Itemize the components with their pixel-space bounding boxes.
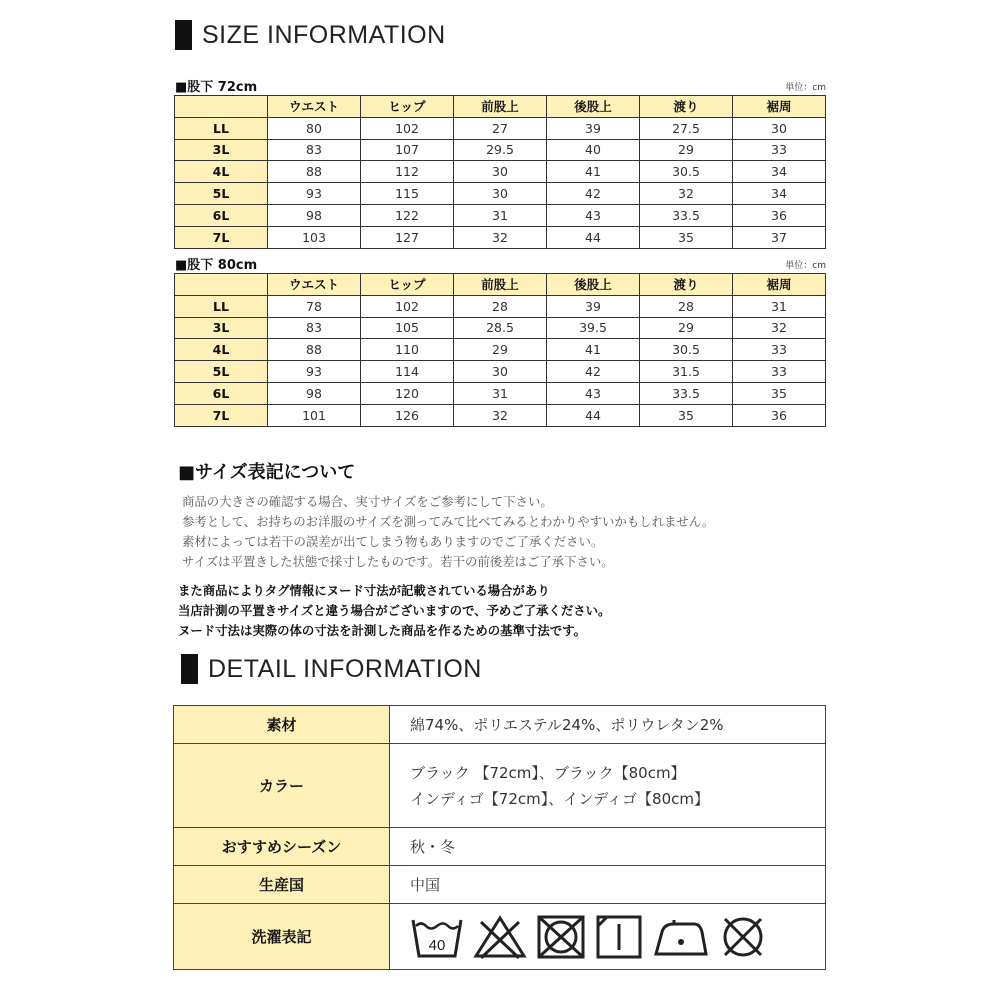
table-cell: 126 — [361, 404, 454, 426]
size-table-72 — [174, 95, 826, 249]
table-cell: 29.5 — [454, 139, 547, 161]
header-hem: 裾周 — [733, 96, 826, 118]
table-cell: 36 — [733, 204, 826, 226]
table-cell: 30.5 — [640, 339, 733, 361]
table-row — [175, 226, 826, 248]
header-hip: ヒップ — [361, 96, 454, 118]
header-corner — [175, 96, 268, 118]
season-label: おすすめシーズン — [174, 828, 390, 866]
table-row — [175, 317, 826, 339]
table-cell: 29 — [640, 139, 733, 161]
table-cell: 33 — [733, 139, 826, 161]
header-hip: ヒップ — [361, 274, 454, 296]
table-cell: 44 — [547, 404, 640, 426]
table-cell: 28 — [454, 295, 547, 317]
size-label: 7L — [175, 404, 268, 426]
table-row — [175, 117, 826, 139]
header-thigh: 渡り — [640, 96, 733, 118]
care-value — [390, 904, 826, 970]
detail-row-material — [174, 706, 826, 744]
table-cell: 35 — [640, 226, 733, 248]
season-value: 秋・冬 — [390, 828, 826, 866]
detail-row-color — [174, 744, 826, 828]
size-label: 6L — [175, 382, 268, 404]
table-cell: 31 — [733, 295, 826, 317]
table-cell: 27.5 — [640, 117, 733, 139]
detail-row-origin — [174, 866, 826, 904]
table-cell: 41 — [547, 339, 640, 361]
no-dry-clean-icon — [719, 914, 767, 960]
detail-row-care — [174, 904, 826, 970]
table-cell: 122 — [361, 204, 454, 226]
header-thigh: 渡り — [640, 274, 733, 296]
table-cell: 42 — [547, 183, 640, 205]
table-cell: 37 — [733, 226, 826, 248]
note-bold-line: ヌード寸法は実際の体の寸法を計測した商品を作るための基準寸法です。 — [178, 623, 586, 638]
table-cell: 29 — [640, 317, 733, 339]
note-bold-line: また商品によりタグ情報にヌード寸法が記載されている場合があり — [178, 583, 550, 598]
table-cell: 43 — [547, 382, 640, 404]
size-label: 3L — [175, 317, 268, 339]
table-row — [175, 404, 826, 426]
table-header-row — [175, 96, 826, 118]
care-label: 洗濯表記 — [174, 904, 390, 970]
color-value — [390, 744, 826, 828]
table-cell: 31 — [454, 204, 547, 226]
table-cell: 40 — [547, 139, 640, 161]
note-line: 商品の大きさの確認する場合、実寸サイズをご参考にして下さい。 — [182, 494, 553, 509]
table-cell: 27 — [454, 117, 547, 139]
table-cell: 28 — [640, 295, 733, 317]
table-cell: 105 — [361, 317, 454, 339]
size-label: 5L — [175, 183, 268, 205]
table-cell: 98 — [268, 204, 361, 226]
table-cell: 32 — [454, 226, 547, 248]
table-cell: 30.5 — [640, 161, 733, 183]
wash-40-icon — [410, 914, 464, 960]
table-cell: 30 — [454, 183, 547, 205]
size-label: LL — [175, 295, 268, 317]
table-cell: 33.5 — [640, 382, 733, 404]
table1-unit: 単位：cm — [785, 83, 826, 93]
line-dry-icon — [595, 914, 643, 960]
table-cell: 30 — [454, 161, 547, 183]
table-row — [175, 139, 826, 161]
color-label: カラー — [174, 744, 390, 828]
table-cell: 29 — [454, 339, 547, 361]
table-cell: 102 — [361, 117, 454, 139]
size-label: 7L — [175, 226, 268, 248]
size-section-title: SIZE INFORMATION — [202, 20, 446, 49]
table-cell: 35 — [733, 382, 826, 404]
color-line: インディゴ【72cm】、インディゴ【80cm】 — [410, 789, 709, 808]
table-cell: 31.5 — [640, 361, 733, 383]
heading-bar — [181, 654, 198, 684]
table-cell: 34 — [733, 183, 826, 205]
table-cell: 32 — [454, 404, 547, 426]
size-label: 5L — [175, 361, 268, 383]
table-cell: 110 — [361, 339, 454, 361]
table-cell: 83 — [268, 139, 361, 161]
table2-caption: ■股下 80cm — [175, 258, 258, 273]
material-value: 綿74%、ポリエステル24%、ポリウレタン2% — [390, 706, 826, 744]
table-cell: 31 — [454, 382, 547, 404]
table-cell: 39 — [547, 295, 640, 317]
no-bleach-icon — [473, 914, 527, 960]
table-cell: 88 — [268, 339, 361, 361]
table-cell: 30 — [454, 361, 547, 383]
header-front-rise: 前股上 — [454, 96, 547, 118]
header-back-rise: 後股上 — [547, 96, 640, 118]
table-cell: 32 — [640, 183, 733, 205]
header-corner — [175, 274, 268, 296]
table-cell: 33.5 — [640, 204, 733, 226]
header-front-rise: 前股上 — [454, 274, 547, 296]
table-row — [175, 204, 826, 226]
detail-section-heading — [181, 654, 482, 684]
table-cell: 34 — [733, 161, 826, 183]
table-cell: 127 — [361, 226, 454, 248]
table-row — [175, 339, 826, 361]
header-back-rise: 後股上 — [547, 274, 640, 296]
size-label: 4L — [175, 339, 268, 361]
note-line: サイズは平置きした状態で採寸したものです。若干の前後差はご了承下さい。 — [182, 554, 614, 569]
table-cell: 32 — [733, 317, 826, 339]
table2-unit: 単位：cm — [785, 261, 826, 271]
table-cell: 39 — [547, 117, 640, 139]
table-cell: 112 — [361, 161, 454, 183]
table-row — [175, 183, 826, 205]
detail-section-title: DETAIL INFORMATION — [208, 654, 482, 683]
table-cell: 39.5 — [547, 317, 640, 339]
header-waist: ウエスト — [268, 274, 361, 296]
table-cell: 101 — [268, 404, 361, 426]
size-table-80 — [174, 273, 826, 427]
header-hem: 裾周 — [733, 274, 826, 296]
table-cell: 93 — [268, 183, 361, 205]
size-section-heading — [175, 20, 446, 50]
table-cell: 44 — [547, 226, 640, 248]
care-icons — [410, 914, 825, 960]
table-cell: 115 — [361, 183, 454, 205]
note-line: 素材によっては若干の誤差が出てしまう物もありますのでご了承ください。 — [182, 534, 604, 549]
table-row — [175, 295, 826, 317]
material-label: 素材 — [174, 706, 390, 744]
table-row — [175, 382, 826, 404]
table-cell: 114 — [361, 361, 454, 383]
size-label: 4L — [175, 161, 268, 183]
table-cell: 42 — [547, 361, 640, 383]
size-notes — [182, 492, 714, 572]
table-cell: 120 — [361, 382, 454, 404]
note-bold-line: 当店計測の平置きサイズと違う場合がございますので、予めご了承ください。 — [178, 603, 611, 618]
table-cell: 88 — [268, 161, 361, 183]
size-notes-title: ■サイズ表記について — [178, 462, 356, 483]
table-cell: 78 — [268, 295, 361, 317]
size-label: 6L — [175, 204, 268, 226]
table-row — [175, 161, 826, 183]
header-waist: ウエスト — [268, 96, 361, 118]
size-notes-bold — [178, 581, 610, 641]
detail-row-season — [174, 828, 826, 866]
size-label: 3L — [175, 139, 268, 161]
table-cell: 33 — [733, 339, 826, 361]
note-line: 参考として、お持ちのお洋服のサイズを測ってみて比べてみるとわかりやすいかもしれません。 — [182, 514, 715, 529]
wash-temp: 40 — [428, 936, 446, 954]
table-cell: 28.5 — [454, 317, 547, 339]
size-label: LL — [175, 117, 268, 139]
origin-label: 生産国 — [174, 866, 390, 904]
table-cell: 36 — [733, 404, 826, 426]
table-cell: 93 — [268, 361, 361, 383]
table-header-row — [175, 274, 826, 296]
table-cell: 98 — [268, 382, 361, 404]
table-cell: 103 — [268, 226, 361, 248]
table-cell: 30 — [733, 117, 826, 139]
heading-bar — [175, 20, 192, 50]
table-cell: 80 — [268, 117, 361, 139]
table-cell: 102 — [361, 295, 454, 317]
table-cell: 43 — [547, 204, 640, 226]
origin-value: 中国 — [390, 866, 826, 904]
table-cell: 33 — [733, 361, 826, 383]
table-cell: 107 — [361, 139, 454, 161]
iron-low-icon — [652, 914, 710, 960]
table-cell: 83 — [268, 317, 361, 339]
detail-table — [173, 705, 826, 970]
no-tumble-dry-icon — [536, 914, 586, 960]
table1-caption: ■股下 72cm — [175, 80, 258, 95]
table-cell: 35 — [640, 404, 733, 426]
table-row — [175, 361, 826, 383]
color-line: ブラック 【72cm】、ブラック【80cm】 — [410, 763, 686, 782]
table-cell: 41 — [547, 161, 640, 183]
